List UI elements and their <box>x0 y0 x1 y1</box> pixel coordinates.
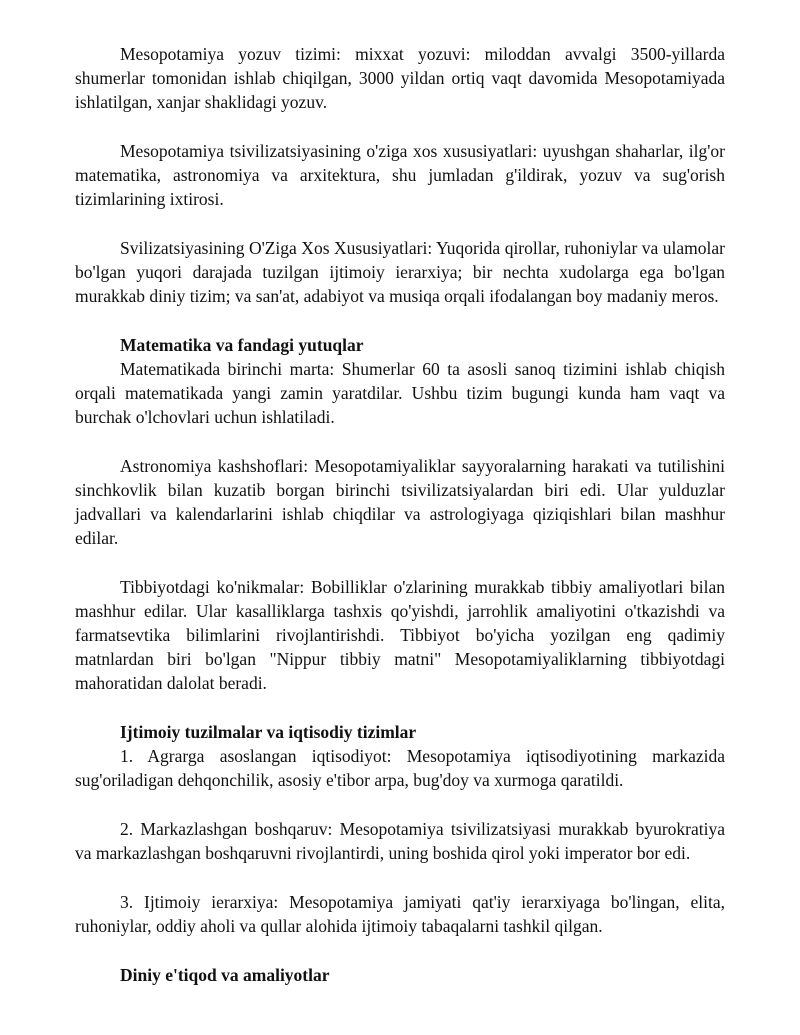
paragraph-social-hierarchy: 3. Ijtimoiy ierarxiya: Mesopotamiya jamiyati qat'iy ierarxiyaga bo'lingan, elita, ruhoniylar, oddiy aholi va qullar alohida ijtimoiy tabaqalarni tashkil qilgan. <box>75 892 725 936</box>
paragraph-agrarian-economy: 1. Agrarga asoslangan iqtisodiyot: Mesopotamiya iqtisodiyotining markazida sug'oriladigan dehqonchilik, asosiy e'tibor arpa, bug'doy va xurmoga qaratildi. <box>75 746 725 790</box>
paragraph-writing-system: Mesopotamiya yozuv tizimi: mixxat yozuvi: miloddan avvalgi 3500-yillarda shumerlar tomonidan ishlab chiqilgan, 3000 yildan ortiq vaqt davomida Mesopotamiyada ishlatilgan, xanjar shaklidagi yozuv. <box>75 44 725 112</box>
heading-social-economic: Ijtimoiy tuzilmalar va iqtisodiy tizimlar <box>120 722 417 742</box>
heading-math-science: Matematika va fandagi yutuqlar <box>120 335 364 355</box>
paragraph-civilization-features: Mesopotamiya tsivilizatsiyasining o'ziga xos xususiyatlari: uyushgan shaharlar, ilg'or matematika, astronomiya va arxitektura, shu jumladan g'ildirak, yozuv va sug'orish tizimlarining ixtirosi. <box>75 141 725 209</box>
paragraph-centralized-government: 2. Markazlashgan boshqaruv: Mesopotamiya tsivilizatsiyasi murakkab byurokratiya va markazlashgan boshqaruvni rivojlantirdi, uning boshida qirol yoki imperator bor edi. <box>75 819 725 863</box>
paragraph-distinct-features: Svilizatsiyasining O'Ziga Xos Xususiyatlari: Yuqorida qirollar, ruhoniylar va ulamolar bo'lgan yuqori darajada tuzilgan ijtimoiy ierarxiya; bir nechta xudolarga ega bo'lgan murakkab diniy tizim; va san'at, adabiyot va musiqa orqali ifodalangan boy madaniy meros. <box>75 238 725 306</box>
heading-religion: Diniy e'tiqod va amaliyotlar <box>120 965 330 985</box>
paragraph-medicine: Tibbiyotdagi ko'nikmalar: Bobilliklar o'zlarining murakkab tibbiy amaliyotlari bilan mashhur edilar. Ular kasalliklarga tashxis qo'yishdi, jarrohlik amaliyotini o'tkazishdi va farmatsevtika bilimlarini rivojlantirishdi. Tibbiyot bo'yicha yozilgan eng qadimiy matnlardan biri bo'lgan "Nippur tibbiy matni" Mesopotamiyaliklarning tibbiyotdagi mahoratidan dalolat beradi. <box>75 577 725 693</box>
paragraph-mathematics: Matematikada birinchi marta: Shumerlar 60 ta asosli sanoq tizimini ishlab chiqish orqali matematikada yangi zamin yaratdilar. Ushbu tizim bugungi kunda ham vaqt va burchak o'lchovlari uchun ishlatiladi. <box>75 359 725 427</box>
paragraph-astronomy: Astronomiya kashshoflari: Mesopotamiyaliklar sayyoralarning harakati va tutilishini sinchkovlik bilan kuzatib borgan birinchi tsivilizatsiyalardan biri edi. Ular yulduzlar jadvallari va kalendarlarini ishlab chiqdilar va astrologiyaga qiziqishlari bilan mashhur edilar. <box>75 456 725 548</box>
